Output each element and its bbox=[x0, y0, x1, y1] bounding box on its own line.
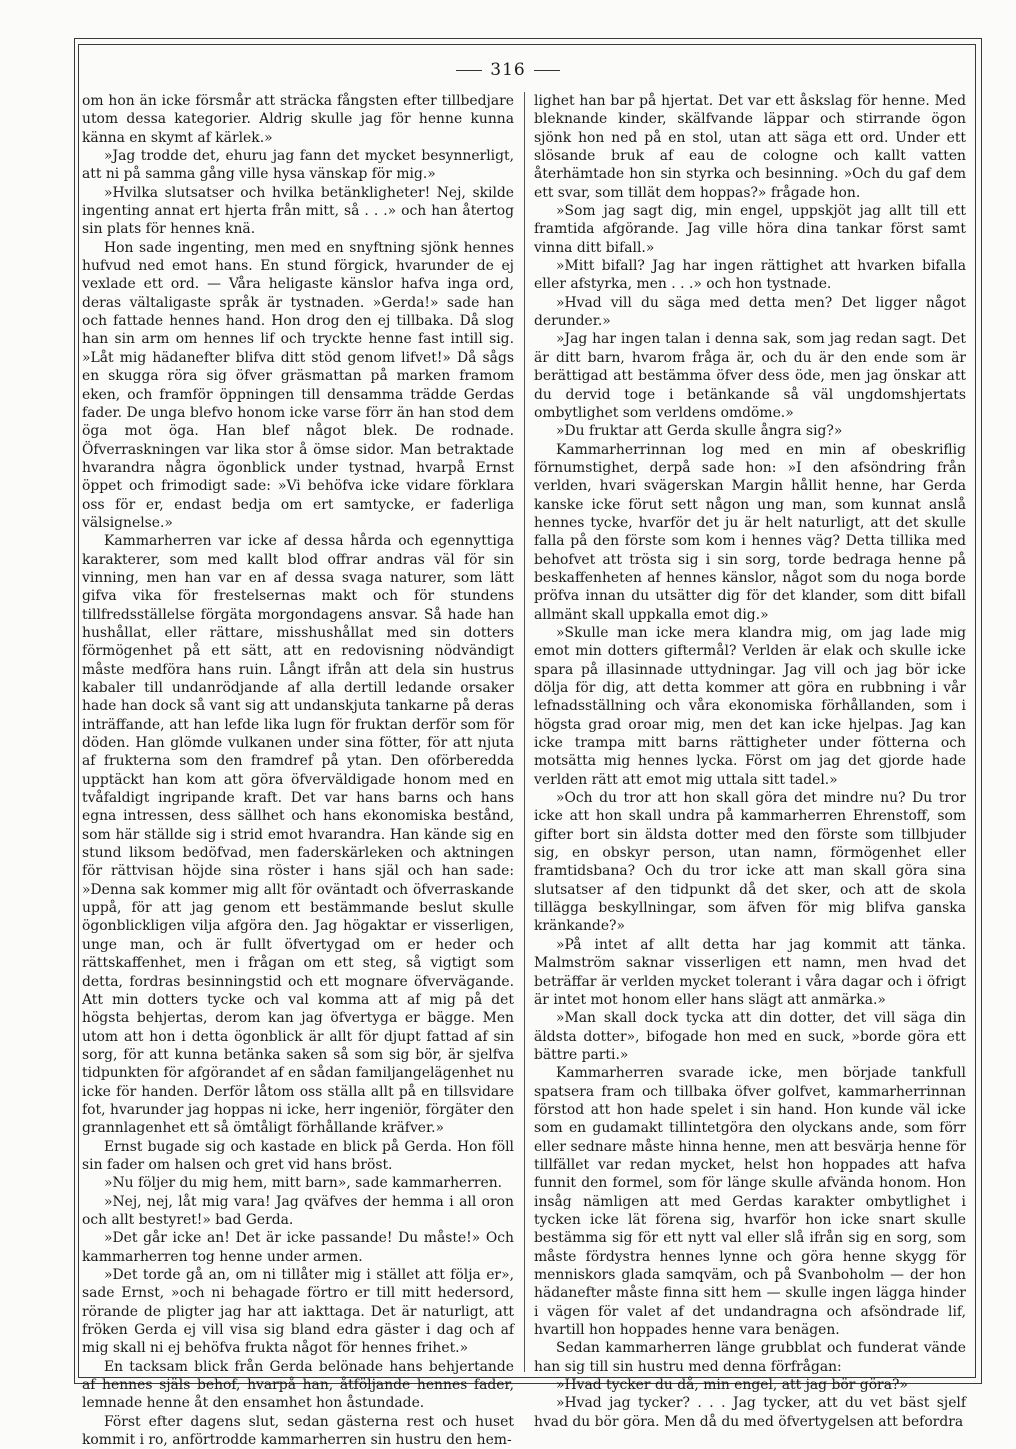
paragraph: »Det går icke an! Det är icke passande! Du måste!» Och kammarherren tog henne under armen. bbox=[82, 1230, 514, 1265]
paragraph: »Nu följer du mig hem, mitt barn», sade kammarherren. bbox=[104, 1175, 503, 1192]
paragraph: Hon sade ingenting, men med en snyftning sjönk hennes hufvud ned emot hans. En stund förgick, hvarunder de ej vexlade ett ord. — Våra heligaste känslor hafva inga ord, deras vältaligaste språk är tystnaden. »Gerda!» sade han och fattade hennes hand. Hon drog den ej tillbaka. Då slog han sin arm om hennes lif och tryckte henne fast intill sig. »Låt mig hädanefter blifva ditt stöd genom lifvet!» Då sågs en skugga röra sig öfver gräsmattan på marken framom eken, och framför öppningen till densamma trädde Gerdas fader. De unga blefvo honom icke varse förr än han stod dem öga mot öga. Han blef något blek. De rodnade. Öfverraskningen var lika stor å ömse sidor. Man betraktade hvarandra några ögonblick under tystnad, hvarpå Ernst öppet och frimodigt sade: »Vi behöfva icke vidare förklara oss för er, endast bedja om ert samtycke, er faderliga välsignelse.» bbox=[82, 239, 514, 531]
paragraph: »Hvilka slutsatser och hvilka betänkligheter! Nej, skilde ingenting annat ert hjerta från mitt, så . . .» och han återtog sin plats för hennes knä. bbox=[82, 184, 514, 238]
paragraph: Ernst bugade sig och kastade en blick på Gerda. Hon föll sin fader om halsen och gret vid hans bröst. bbox=[82, 1138, 514, 1173]
paragraph: »På intet af allt detta har jag kommit att tänka. Malmström saknar visserligen ett namn, men hvad det beträffar är verlden mycket tolerant i våra dagar och i öfrigt är intet mot honom eller hans slägt att anmärka.» bbox=[534, 936, 966, 1008]
paragraph: »Nej, nej, låt mig vara! Jag qväfves der hemma i all oron och allt bestyret!» bad Gerda. bbox=[82, 1193, 514, 1228]
paragraph: »Som jag sagt dig, min engel, uppskjöt jag allt till ett framtida afgörande. Jag ville höra dina tankar först samt vinna ditt bifall.» bbox=[534, 203, 966, 256]
paragraph: Kammarherren var icke af dessa hårda och egennyttiga karakterer, som med kallt blod offrar andras väl för sin vinning, men han var en af dessa svaga naturer, som lätt gifva vika för frestelsernas makt och för stundens tillfredsställelse förgäta morgondagens ansvar. Så hade han hushållat, eller rättare, misshushållat med sin dotters förmögenhet på ett sätt, att en redovisning nödvändigt måste medföra hans ruin. Långt ifrån att dela sin hustrus kabaler till undanrödjande af alla dertill ledande orsaker hade han dock så vant sig att undanskjuta tankarne på deras inträffande, att han lefde lika lugn för fruktan derför som för döden. Han glömde vulkanen under sina fötter, för att njuta af frukterna som den framdref på ytan. Den oförberedda upptäckt han kom att göra öfverväldigade honom med en tvåfaldigt ingripande kraft. Det var hans barns och hans egna intressen, dess sällhet och hans ekonomiska bestånd, som här ställde sig i strid emot hvarandra. Han kände sig en stund liksom bedöfvad, men faderskärleken och aktningen för rättvisan höjde sina röster i hans själ och han sade: »Denna sak kommer mig allt för oväntadt och öfverraskande uppå, för att jag genom ett bestämmande beslut skulle ögonblickligen vilja afgöra den. Jag högaktar er visserligen, unge man, och är fullt öfvertygad om er heder och rättskaffenhet, men i frågan om ett steg, så vigtigt som detta, fordras besinningstid och ett mognare öfvervägande. Att min dotters tycke och val komma att af mig på det högsta behjertas, derom kan jag öfvertyga er bägge. Men utom att hon i detta ögonblick är allt för djupt fattad af sin sorg, för att kunna betänka saken så som sig bör, är sjelfva tidpunkten för afgörandet af en sådan familjangelägenhet nu icke för handen. Derför låtom oss ställa allt på en tillsvidare fot, hvarunder jag hoppas ni icke, herr ingeniör, förgäter den grannlagenhet ett så ömtåligt förhållande kräfver.» bbox=[82, 533, 514, 1137]
paragraph: »Hvad tycker du då, min engel, att jag bör göra?» bbox=[556, 1377, 908, 1394]
paragraph: lighet han bar på hjertat. Det var ett åskslag för henne. Med bleknande kinder, skälfvande läppar och stirrande ögon sjönk hon ned på en stol, utan att säga ett ord. Under ett slösande bruk af eau de cologne och kallt vatten återhämtade hon sin styrka och besinning. »Och du gaf dem ett svar, som tillät dem hoppas?» frågade hon. bbox=[534, 93, 966, 201]
paragraph: om hon än icke försmår att sträcka fångsten efter tillbedjare utom dessa kategorier. Aldrig skulle jag för henne kunna känna en skymt af kärlek.» bbox=[82, 93, 514, 146]
paragraph: Kammarherren svarade icke, men började tankfull spatsera fram och tillbaka öfver golfvet, kammarherrinnan förstod att hon hade spelet i sin hand. Hon kunde väl icke som en gudamakt tillintetgöra den olyckans ande, som förr eller sednare måste hinna henne, men att besvärja henne för tillfället var redan mycket, helst hon hoppades att hafva funnit den formel, som för länge skulle afvända honom. Hon insåg nämligen att med Gerdas karakter ombytlighet i tycken icke lät förena sig, hvarför hon icke snart skulle bestämma sig för ett nytt val eller slå ifrån sig en sorg, som måste fördystra hennes lynne och göra henne skygg för menniskors glada samqväm, och på Svanboholm — der hon hädanefter måste finna sitt hem — skulle ingen lägga hinder i vägen för valet af det undandragna och afsöndrade lif, hvartill hon hoppades henne vara benägen. bbox=[534, 1065, 966, 1339]
dash-right bbox=[534, 70, 560, 71]
paragraph: »Man skall dock tycka att din dotter, det vill säga din äldsta dotter», bifogade hon med en suck, »borde göra ett bättre parti.» bbox=[534, 1010, 966, 1063]
paragraph: Kammarherrinnan log med en min af obeskriflig förnumstighet, derpå sade hon: »I den afsöndring från verlden, hvari svägerskan Margin hållit henne, har Gerda kanske icke förut sett någon ung man, som kunnat anslå hennes tycke, hvarför det ju är helt naturligt, att det skulle falla på den förste som kom i hennes väg? Detta tillika med behofvet att trösta sig i sin sorg, torde bedraga henne på beskaffenheten af hennes känslor, något som du noga borde pröfva innan du utsätter dig för det klander, som ditt bifall allmänt skall uppkalla emot dig.» bbox=[534, 441, 966, 623]
left-column bbox=[82, 92, 514, 1449]
page-number-header bbox=[0, 60, 1016, 80]
paragraph: »Och du tror att hon skall göra det mindre nu? Du tror icke att hon skall undra på kammarherren Ehrenstoff, som gifter bort sin äldsta dotter med den förste som tillbjuder sig, en obskyr person, utan namn, förmögenhet eller framtidsbana? Och du tror icke att man skall göra sina slutsatser af den tidpunkt då det sker, och att de skola tillägga beskyllningar, som äfven för mig blifva ganska kränkande?» bbox=[534, 790, 966, 935]
paragraph: Först efter dagens slut, sedan gästerna rest och huset kommit i ro, anförtrodde kammarherren sin hustru den hem- bbox=[82, 1413, 514, 1449]
paragraph: »Mitt bifall? Jag har ingen rättighet att hvarken bifalla eller afstyrka, men . . .» och hon tystnade. bbox=[534, 258, 966, 293]
paragraph: »Jag har ingen talan i denna sak, som jag redan sagt. Det är ditt barn, hvarom fråga är, och du är den ende som är berättigad att bestämma öfver dess öde, men jag önskar att du dervid toge i betänkande så väl ungdomshjertats ombytlighet som verldens omdöme.» bbox=[534, 331, 966, 421]
column-divider bbox=[524, 92, 525, 1372]
paragraph: »Du fruktar att Gerda skulle ångra sig?» bbox=[556, 423, 843, 440]
paragraph: »Jag trodde det, ehuru jag fann det mycket besynnerligt, att ni på samma gång ville hysa vänskap för mig.» bbox=[82, 148, 514, 183]
paragraph: »Skulle man icke mera klandra mig, om jag lade mig emot min dotters giftermål? Verlden är elak och skulle icke spara på illasinnade uttydningar. Jag vill och jag bör icke dölja för dig, att detta kommer att göra en rubbning i vår lefnadsställning och våra ekonomiska förhållanden, som i högsta grad oroar mig, men det kan icke hjelpas. Jag kan icke trampa mitt barns rättigheter under fötterna och motsätta mig hennes lycka. Först om jag det gjorde hade verlden rätt att emot mig uttala sitt tadel.» bbox=[534, 624, 966, 788]
dash-left bbox=[456, 70, 482, 71]
paragraph: »Hvad vill du säga med detta men? Det ligger något derunder.» bbox=[534, 294, 966, 330]
paragraph: En tacksam blick från Gerda belönade hans behjertande af hennes själs behof, hvarpå han, åtföljande hennes fader, lemnade henne åt den ensamhet hon åstundade. bbox=[82, 1358, 514, 1412]
paragraph: »Hvad jag tycker? . . . Jag tycker, att du vet bäst sjelf hvad du bör göra. Men då du med öfvertygelsen att befordra bbox=[534, 1395, 966, 1430]
paragraph: Sedan kammarherren länge grubblat och funderat vände han sig till sin hustru med denna förfrågan: bbox=[534, 1340, 966, 1375]
right-column bbox=[534, 92, 966, 1430]
page-number: 316 bbox=[490, 60, 526, 80]
paragraph: »Det torde gå an, om ni tillåter mig i stället att följa er», sade Ernst, »och ni behagade förtro er till mitt hedersord, rörande de pligter jag har att iakttaga. Det är naturligt, att fröken Gerda ej vill visa sig bland edra gäster i dag och af mig skall ni ej behöfva frukta något för hennes frihet.» bbox=[82, 1267, 514, 1357]
